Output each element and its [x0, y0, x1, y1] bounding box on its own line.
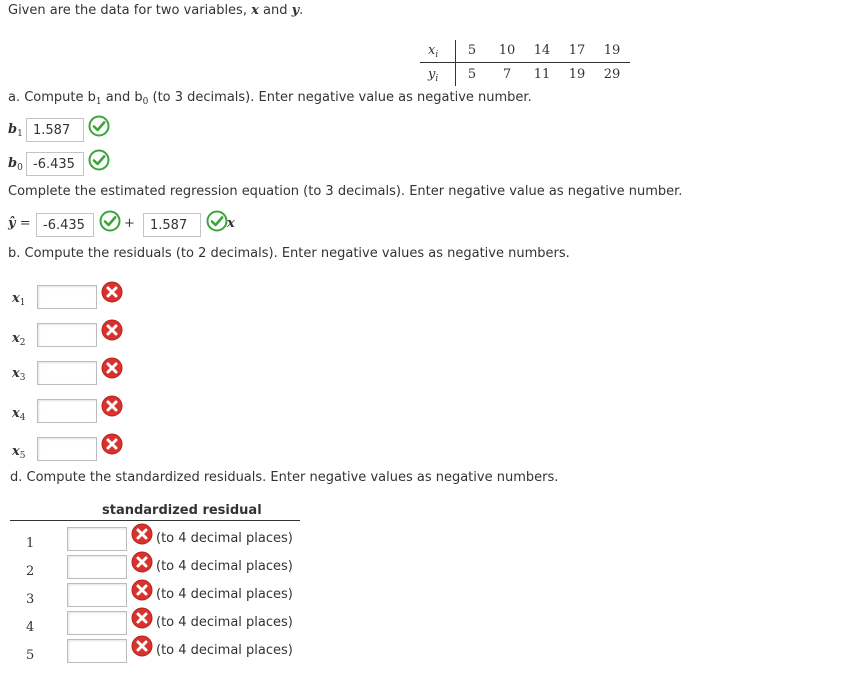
y-value: 5 [467, 67, 477, 82]
std-residual-input-5[interactable] [67, 639, 127, 663]
std-row-index: 2 [26, 564, 35, 579]
y-value: 11 [533, 67, 551, 82]
residual-label-x1 [12, 291, 26, 308]
std-residual-input-2[interactable] [67, 555, 127, 579]
x-circle-icon [131, 523, 153, 545]
intercept-input[interactable]: -6.435 [36, 213, 94, 237]
std-row-index: 3 [26, 592, 35, 607]
b0-input[interactable]: -6.435 [26, 152, 84, 176]
std-row-hint: (to 4 decimal places) [156, 531, 293, 546]
residual-label-x5 [12, 444, 26, 461]
part-a-question-mid: and b [101, 90, 143, 105]
table-y-label: y [428, 67, 436, 82]
check-circle-icon [88, 149, 110, 171]
residual-label-sub: 3 [19, 373, 26, 383]
check-circle-icon [206, 210, 228, 232]
residual-label-x4 [12, 406, 26, 423]
x-circle-icon [131, 579, 153, 601]
residual-label-letter: x [12, 366, 20, 381]
residual-input-5[interactable] [37, 437, 97, 461]
x-value: 5 [467, 43, 477, 58]
slope-input[interactable]: 1.587 [143, 213, 201, 237]
std-residual-input-1[interactable] [67, 527, 127, 551]
residual-label-letter: x [12, 331, 20, 346]
intro-text-before: Given are the data for two variables, [8, 3, 252, 18]
x-circle-icon [101, 395, 123, 417]
part-a-sub0: 0 [142, 97, 149, 107]
std-row-hint: (to 4 decimal places) [156, 587, 293, 602]
table-vertical-divider [455, 40, 456, 86]
part-a-sub1: 1 [95, 97, 102, 107]
x-value: 10 [498, 43, 516, 58]
x-value: 17 [568, 43, 586, 58]
x-circle-icon [131, 607, 153, 629]
b0-label-sub: 0 [17, 163, 23, 173]
residual-label-sub: 2 [19, 338, 26, 348]
residual-input-1[interactable] [37, 285, 97, 309]
residual-label-letter: x [12, 444, 20, 459]
check-circle-icon [88, 115, 110, 137]
regression-equation-lhs [8, 216, 31, 231]
std-residual-input-4[interactable] [67, 611, 127, 635]
x-variable: x [227, 216, 235, 231]
std-row-index: 4 [26, 620, 35, 635]
part-a-question-tail: (to 3 decimals). Enter negative value as negative number. [148, 90, 532, 105]
b0-label-letter: b [8, 156, 18, 171]
std-row-index: 1 [26, 536, 35, 551]
residual-label-sub: 4 [19, 413, 26, 423]
check-circle-icon [99, 210, 121, 232]
b0-label [8, 156, 23, 173]
std-row-hint: (to 4 decimal places) [156, 559, 293, 574]
std-residual-column-header: standardized residual [102, 503, 262, 518]
b1-input[interactable]: 1.587 [26, 118, 84, 142]
residual-label-x2 [12, 331, 26, 348]
x-circle-icon [131, 551, 153, 573]
b1-label [8, 122, 23, 139]
x-circle-icon [131, 635, 153, 657]
residual-input-4[interactable] [37, 399, 97, 423]
residual-label-letter: x [12, 406, 20, 421]
intro-period: . [299, 3, 304, 18]
x-value: 19 [603, 43, 621, 58]
std-residual-header-rule [10, 520, 300, 521]
y-value: 19 [568, 67, 586, 82]
residual-label-x3 [12, 366, 26, 383]
table-x-label: x [428, 43, 436, 58]
y-value: 29 [603, 67, 621, 82]
intro-var-x: x [251, 3, 259, 18]
intro-text [8, 3, 303, 18]
regression-instruction: Complete the estimated regression equation (to 3 decimals). Enter negative value as negative number. [8, 184, 683, 199]
part-a-question-start: a. Compute b [8, 90, 96, 105]
y-value: 7 [502, 67, 512, 82]
residual-input-3[interactable] [37, 361, 97, 385]
std-row-index: 5 [26, 648, 35, 663]
x-circle-icon [101, 319, 123, 341]
std-residual-input-3[interactable] [67, 583, 127, 607]
table-y-sub: i [435, 74, 439, 84]
x-circle-icon [101, 281, 123, 303]
part-b-question: b. Compute the residuals (to 2 decimals). Enter negative values as negative numbers. [8, 246, 570, 261]
table-x-header [428, 43, 438, 60]
x-value: 14 [533, 43, 551, 58]
residual-input-2[interactable] [37, 323, 97, 347]
residual-label-sub: 5 [19, 451, 26, 461]
intro-and: and [258, 3, 292, 18]
std-row-hint: (to 4 decimal places) [156, 615, 293, 630]
x-circle-icon [101, 433, 123, 455]
table-horizontal-divider [420, 62, 630, 63]
part-d-question: d. Compute the standardized residuals. Enter negative values as negative numbers. [10, 470, 559, 485]
yhat-symbol: ŷ [8, 216, 16, 231]
table-x-sub: i [435, 50, 439, 60]
b1-label-letter: b [8, 122, 18, 137]
part-a-question [8, 90, 532, 107]
residual-label-sub: 1 [19, 298, 26, 308]
x-circle-icon [101, 357, 123, 379]
residual-label-letter: x [12, 291, 20, 306]
equals-sign: = [19, 216, 31, 231]
plus-sign: + [124, 216, 135, 231]
table-y-header [428, 67, 438, 84]
intro-var-y: y [291, 3, 300, 18]
std-row-hint: (to 4 decimal places) [156, 643, 293, 658]
b1-label-sub: 1 [17, 129, 23, 139]
